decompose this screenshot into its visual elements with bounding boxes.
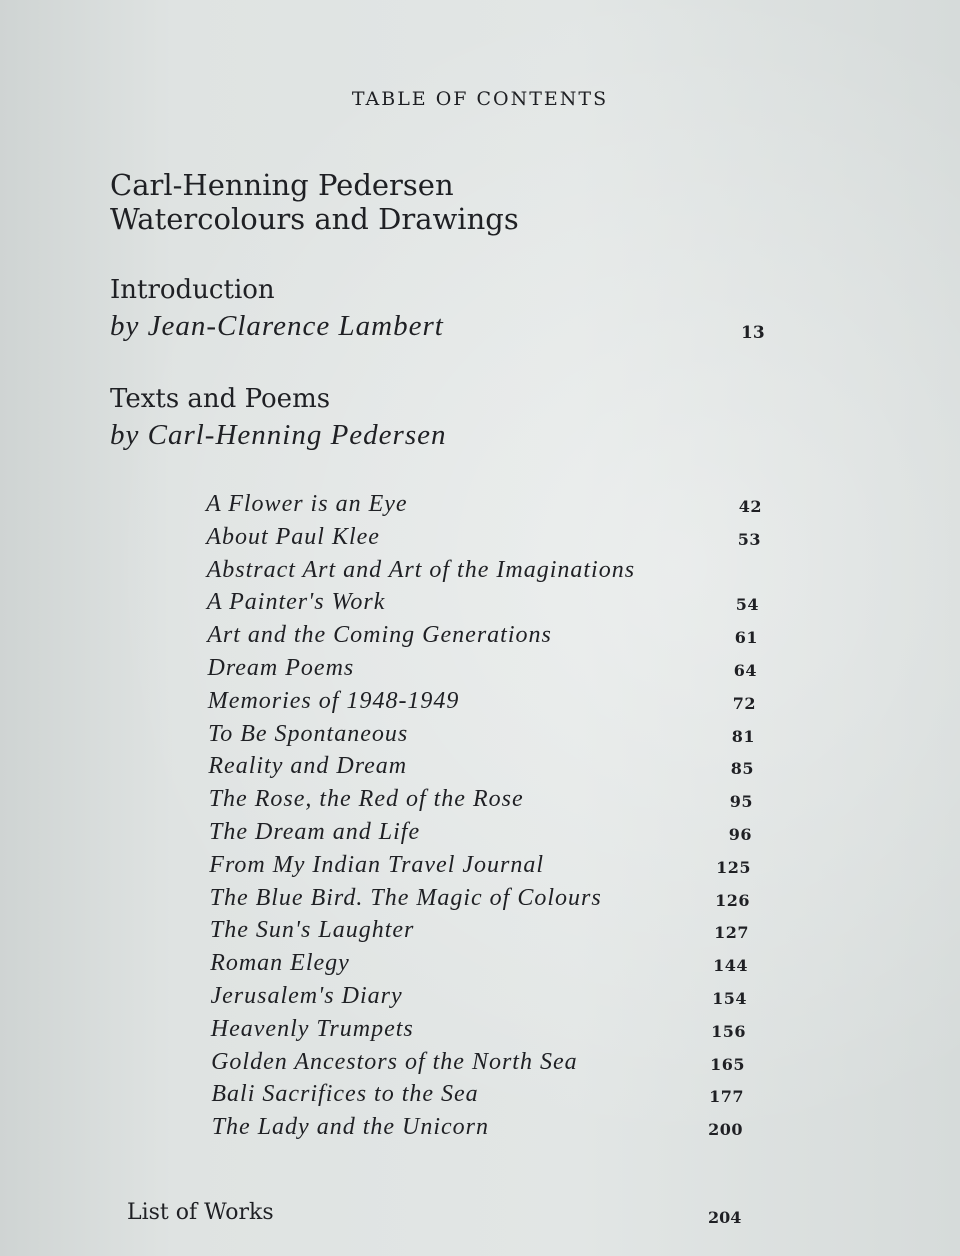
introduction-heading: Introduction xyxy=(110,275,275,305)
entry-page-number: 126 xyxy=(715,890,750,910)
entry-title: Heavenly Trumpets xyxy=(210,1015,414,1042)
entry-title: Reality and Dream xyxy=(208,753,408,780)
list-item xyxy=(212,1111,776,1144)
entry-page-number: 81 xyxy=(731,726,755,746)
entry-title: The Rose, the Red of the Rose xyxy=(208,786,524,813)
texts-heading: Texts and Poems xyxy=(110,384,331,414)
list-item xyxy=(206,521,776,554)
list-of-works-page-number: 204 xyxy=(708,1208,742,1227)
list-item xyxy=(208,685,776,718)
list-item xyxy=(208,718,776,751)
book-title-line-2: Watercolours and Drawings xyxy=(110,202,519,236)
introduction-page-number: 13 xyxy=(741,323,765,343)
list-item xyxy=(208,750,776,783)
entry-page-number: 95 xyxy=(729,792,753,812)
entry-title: Jerusalem's Diary xyxy=(210,982,403,1009)
entry-title: To Be Spontaneous xyxy=(208,720,409,747)
texts-byline: by Carl-Henning Pedersen xyxy=(110,419,447,451)
entry-page-number: 53 xyxy=(737,529,761,549)
entry-page-number: 200 xyxy=(708,1120,743,1140)
introduction-byline: by Jean-Clarence Lambert xyxy=(110,310,444,342)
entry-page-number: 85 xyxy=(730,759,754,779)
list-item xyxy=(209,816,776,849)
list-item xyxy=(210,914,776,947)
entry-page-number: 54 xyxy=(735,595,759,615)
list-item xyxy=(211,1013,776,1046)
entry-page-number: 64 xyxy=(733,660,757,680)
list-item xyxy=(211,1078,776,1111)
page-header: TABLE OF CONTENTS xyxy=(351,88,609,110)
entry-page-number: 165 xyxy=(710,1054,745,1074)
contents-list xyxy=(206,488,776,1144)
introduction-section xyxy=(110,272,444,344)
entry-title: From My Indian Travel Journal xyxy=(209,851,545,878)
list-item xyxy=(206,488,776,521)
entry-page-number: 156 xyxy=(711,1021,746,1041)
entry-title: About Paul Klee xyxy=(206,523,380,550)
entry-page-number: 127 xyxy=(714,923,749,943)
entry-title: The Sun's Laughter xyxy=(209,917,415,944)
list-item xyxy=(207,586,776,619)
entry-title: A Flower is an Eye xyxy=(206,491,408,517)
entry-title: Art and the Coming Generations xyxy=(207,622,552,649)
texts-section xyxy=(110,381,447,453)
list-item xyxy=(207,554,776,587)
entry-page-number: 72 xyxy=(732,693,756,713)
list-of-works-label: List of Works xyxy=(127,1200,274,1225)
list-item xyxy=(210,882,776,915)
list-item xyxy=(211,1046,776,1079)
entry-page-number: 125 xyxy=(716,857,751,877)
entry-page-number: 42 xyxy=(738,497,762,516)
book-title xyxy=(110,168,519,236)
list-item xyxy=(207,619,776,652)
entry-title: The Blue Bird. The Magic of Colours xyxy=(209,884,602,911)
entry-page-number: 96 xyxy=(728,824,752,844)
entry-title: The Lady and the Unicorn xyxy=(211,1114,489,1141)
entry-page-number: 154 xyxy=(712,988,747,1008)
list-item xyxy=(210,947,776,980)
entry-title: A Painter's Work xyxy=(206,589,386,616)
entry-page-number: 61 xyxy=(734,628,758,648)
entry-title: Abstract Art and Art of the Imaginations xyxy=(206,556,636,583)
list-item xyxy=(209,783,776,816)
entry-title: Roman Elegy xyxy=(210,950,350,977)
entry-title: Memories of 1948-1949 xyxy=(207,687,460,714)
list-item xyxy=(208,652,777,685)
entry-title: Dream Poems xyxy=(207,654,355,681)
entry-title: The Dream and Life xyxy=(209,818,421,845)
list-item xyxy=(211,980,777,1013)
entry-title: Golden Ancestors of the North Sea xyxy=(211,1048,578,1075)
book-title-line-1: Carl-Henning Pedersen xyxy=(110,168,454,202)
list-item xyxy=(209,849,776,882)
entry-page-number: 144 xyxy=(713,956,748,976)
entry-title: Bali Sacrifices to the Sea xyxy=(211,1081,479,1108)
entry-page-number: 177 xyxy=(709,1087,744,1107)
